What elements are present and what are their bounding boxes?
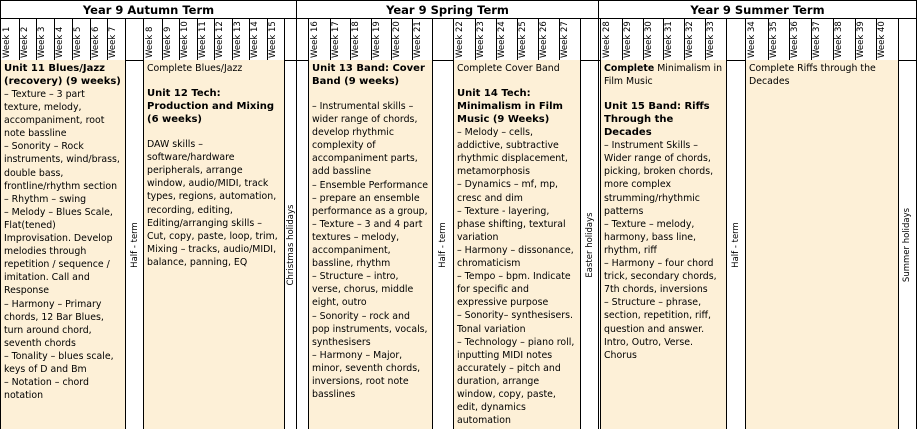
half-term-3-label: Half - term xyxy=(731,221,741,268)
week-header-cell xyxy=(1,19,19,60)
unit-11-line: – Harmony – Primary chords, 12 Bar Blues, turn around chord, seventh chords xyxy=(4,298,104,349)
week-label: Week 39 xyxy=(855,21,866,58)
week-separator xyxy=(768,19,769,60)
week-separator xyxy=(705,19,706,60)
week-header-cell xyxy=(162,19,180,60)
week-header-cell xyxy=(768,19,790,60)
christmas-holidays-label: Christmas holidays xyxy=(285,204,296,285)
week-separator xyxy=(811,19,812,60)
half-term-2-label: Half - term xyxy=(438,221,448,268)
week-separator xyxy=(197,19,198,60)
week-separator xyxy=(249,19,250,60)
week-header-cell xyxy=(54,19,72,60)
week-header-cell xyxy=(517,19,538,60)
week-header-cell xyxy=(267,19,285,60)
week-separator xyxy=(232,19,233,60)
column-edge xyxy=(453,19,454,429)
unit-14-line: – Sonority– synthesisers. Tonal variation xyxy=(457,310,574,335)
week-separator xyxy=(214,19,215,60)
week-label: Week 27 xyxy=(560,21,570,58)
week-label: Week 38 xyxy=(833,21,844,58)
week-header-cell xyxy=(72,19,90,60)
week-label: Week 21 xyxy=(412,21,423,58)
week-separator xyxy=(54,19,55,60)
half-term-1-label: Half - term xyxy=(129,221,140,268)
week-separator xyxy=(643,19,644,60)
week-header-cell xyxy=(391,19,412,60)
week-label: Week 20 xyxy=(392,21,402,58)
week-header-cell xyxy=(601,19,622,60)
unit-13-line: – Instrumental skills – wider range of chords, develop rhythmic complexity of accompaniment parts, add bassline xyxy=(312,101,418,178)
week-separator xyxy=(107,19,108,60)
week-header-cell xyxy=(811,19,833,60)
week-label: Week 26 xyxy=(539,21,549,58)
week-separator xyxy=(684,19,685,60)
grid-term-sep-1 xyxy=(296,0,297,429)
week-label: Week 11 xyxy=(197,21,208,58)
unit-12-line: DAW skills – software/hardware peripherals, arrange window, audio/MIDI, track types, regions, automation, recording, editing, Editing/arranging skills – Cut, copy, paste, loop, trim, Mixing – tracks, audio/MIDI, balance, panning, EQ xyxy=(147,139,278,268)
week-header-cell xyxy=(643,19,664,60)
week-separator xyxy=(72,19,73,60)
week-separator xyxy=(855,19,856,60)
week-label: Week 1 xyxy=(2,26,12,58)
unit-13-line: – Structure – intro, verse, chorus, middle eight, outro xyxy=(312,271,414,309)
unit-14-cell xyxy=(454,60,580,429)
week-label: Week 28 xyxy=(602,21,612,58)
week-separator xyxy=(789,19,790,60)
week-header-cell xyxy=(855,19,877,60)
week-separator xyxy=(517,19,518,60)
week-label: Week 9 xyxy=(162,26,173,58)
unit-14-heading: Unit 14 Tech: Minimalism in Film Music (9 Weeks) xyxy=(457,88,563,126)
week-separator xyxy=(179,19,180,60)
unit-15-intro-rest: Minimalism in Film Music xyxy=(604,63,723,88)
week-header-cell xyxy=(412,19,433,60)
week-label: Week 2 xyxy=(19,26,30,58)
christmas-holidays xyxy=(285,60,296,429)
week-header-cell xyxy=(90,19,108,60)
week-label: Week 18 xyxy=(351,21,361,58)
week-header-cell xyxy=(622,19,643,60)
week-label: Week 32 xyxy=(685,21,696,58)
week-label: Week 5 xyxy=(72,26,83,58)
week-header-cell xyxy=(371,19,392,60)
week-separator xyxy=(876,19,877,60)
week-label: Week 17 xyxy=(330,21,341,58)
unit-14-line: – Harmony – dissonance, chromaticism xyxy=(457,244,574,270)
week-label: Week 31 xyxy=(664,21,675,58)
half-term-1 xyxy=(126,60,143,429)
week-label: Week 6 xyxy=(90,26,101,58)
unit-11-line: – Melody – Blues Scale, Flat(tened) Improvisation. Develop melodies through repetition / sequence / imitation. Call and Response xyxy=(4,206,113,297)
easter-holidays-label: Easter holidays xyxy=(584,211,595,278)
week-separator xyxy=(538,19,539,60)
week-header-cell xyxy=(232,19,250,60)
unit-15-intro xyxy=(604,62,723,88)
week-header-cell xyxy=(559,19,580,60)
week-header-cell xyxy=(876,19,898,60)
week-header-cell xyxy=(705,19,726,60)
unit-13-line: – Harmony – Major, minor, seventh chords, inversions, root note basslines xyxy=(312,349,421,401)
week-separator xyxy=(412,19,413,60)
easter-holidays xyxy=(581,60,598,429)
week-separator xyxy=(371,19,372,60)
unit-11-line: – Rhythm – swing xyxy=(4,193,87,205)
week-separator xyxy=(496,19,497,60)
unit-15-line: – Structure – phrase, section, repetition, riff, question and answer. Intro, Outro, Verse. Chorus xyxy=(604,297,711,361)
week-header-cell xyxy=(538,19,559,60)
column-edge xyxy=(308,19,309,429)
unit-14-line: – Texture - layering, phase shifting, textural variation xyxy=(457,205,566,243)
week-label: Week 34 xyxy=(747,21,757,58)
term-header-spring: Year 9 Spring Term xyxy=(386,3,509,17)
column-edge xyxy=(726,19,727,429)
week-header-cell xyxy=(454,19,475,60)
column-edge xyxy=(0,19,1,429)
week-label: Week 24 xyxy=(497,21,507,58)
unit-13-line: – Sonority – rock and pop instruments, vocals, synthesisers xyxy=(312,310,428,348)
unit-12-intro: Complete Blues/Jazz xyxy=(147,63,243,74)
week-separator xyxy=(90,19,91,60)
unit-12-cell xyxy=(144,60,284,429)
week-header-cell xyxy=(144,19,162,60)
week-header-cell xyxy=(350,19,371,60)
column-edge xyxy=(580,19,581,429)
week-header-cell xyxy=(833,19,855,60)
week-header-cell xyxy=(684,19,705,60)
week-label: Week 15 xyxy=(267,21,278,58)
unit-14-line: – Melody – cells, addictive, subtractive rhythmic displacement, metamorphosis xyxy=(457,127,568,178)
riffs-cell xyxy=(746,60,898,429)
half-term-3 xyxy=(727,60,745,429)
unit-15-heading: Unit 15 Band: Riffs Through the Decades xyxy=(604,101,710,139)
week-label: Week 12 xyxy=(215,21,225,58)
column-edge xyxy=(745,19,746,429)
week-header-cell xyxy=(19,19,37,60)
week-label: Week 37 xyxy=(812,21,823,58)
column-edge xyxy=(143,19,144,429)
week-header-cell xyxy=(496,19,517,60)
week-separator xyxy=(559,19,560,60)
week-header-cell xyxy=(179,19,197,60)
week-label: Week 40 xyxy=(877,21,888,58)
week-header-cell xyxy=(663,19,684,60)
week-label: Week 14 xyxy=(250,21,260,58)
unit-15-cell xyxy=(601,60,726,429)
week-label: Week 3 xyxy=(37,26,48,58)
term-header-autumn: Year 9 Autumn Term xyxy=(82,3,215,17)
week-header-cell xyxy=(214,19,232,60)
week-separator xyxy=(833,19,834,60)
unit-11-line: – Notation – chord notation xyxy=(4,377,89,402)
week-separator xyxy=(330,19,331,60)
week-separator xyxy=(350,19,351,60)
week-header-cell xyxy=(36,19,54,60)
week-header-cell xyxy=(107,19,125,60)
week-separator xyxy=(663,19,664,60)
unit-15-intro-bold: Complete xyxy=(604,63,655,74)
week-separator xyxy=(267,19,268,60)
week-header-cell xyxy=(249,19,267,60)
unit-13-heading: Unit 13 Band: Cover Band (9 weeks) xyxy=(312,63,425,87)
half-term-2 xyxy=(433,60,453,429)
week-label: Week 36 xyxy=(790,21,801,58)
week-header-cell xyxy=(475,19,496,60)
column-edge xyxy=(898,19,899,429)
week-label: Week 29 xyxy=(622,21,633,58)
unit-14-intro: Complete Cover Band xyxy=(457,63,560,74)
week-label: Week 25 xyxy=(518,21,528,58)
week-header-cell xyxy=(197,19,215,60)
week-label: Week 35 xyxy=(768,21,779,58)
unit-13-cell xyxy=(309,60,432,429)
week-separator xyxy=(19,19,20,60)
unit-14-line: – Technology – piano roll, inputting MIDI notes accurately – pitch and duration, arrange window, copy, paste, edit, dynamics automation xyxy=(457,336,575,427)
week-separator xyxy=(162,19,163,60)
week-header-cell xyxy=(309,19,330,60)
week-header-cell xyxy=(789,19,811,60)
week-separator xyxy=(391,19,392,60)
unit-11-heading: Unit 11 Blues/Jazz (recovery) (9 weeks) xyxy=(4,63,121,87)
unit-11-line: – Tonality – blues scale, keys of D and Bm xyxy=(4,350,114,375)
unit-13-line: – Ensemble Performance – prepare an ensemble performance as a group, xyxy=(312,179,429,217)
unit-15-line: – Texture – melody, harmony, bass line, rhythm, riff xyxy=(604,218,697,256)
week-label: Week 13 xyxy=(232,21,243,58)
unit-11-cell xyxy=(1,60,125,429)
unit-15-line: – Instrument Skills – Wider range of chords, picking, broken chords, more complex strumming/rhythmic patterns xyxy=(604,140,714,217)
week-label: Week 23 xyxy=(476,21,486,58)
week-label: Week 16 xyxy=(310,21,320,58)
summer-holidays xyxy=(898,60,916,429)
unit-14-line: – Dynamics – mf, mp, cresc and dim xyxy=(457,179,559,204)
unit-15-line: – Harmony – four chord trick, secondary chords, 7th chords, inversions xyxy=(604,258,717,296)
week-separator xyxy=(622,19,623,60)
week-label: Week 8 xyxy=(145,26,155,58)
column-edge xyxy=(284,19,285,429)
unit-14-line: – Tempo – bpm. Indicate for specific and expressive purpose xyxy=(457,271,571,309)
week-label: Week 7 xyxy=(108,26,119,58)
week-header-cell xyxy=(746,19,768,60)
unit-11-line: – Texture – 3 part texture, melody, accompaniment, root note bassline xyxy=(4,89,105,140)
week-label: Week 10 xyxy=(180,21,190,58)
grid-term-sep-2 xyxy=(598,0,599,429)
week-label: Week 30 xyxy=(643,21,654,58)
week-label: Week 4 xyxy=(55,26,66,58)
column-edge xyxy=(432,19,433,429)
unit-12-heading: Unit 12 Tech: Production and Mixing (6 weeks) xyxy=(147,88,275,126)
unit-11-line: – Sonority – Rock instruments, wind/brass, double bass, frontline/rhythm section xyxy=(4,141,120,192)
week-header-cell xyxy=(330,19,351,60)
week-separator xyxy=(475,19,476,60)
week-label: Week 19 xyxy=(371,21,382,58)
riffs-intro: Complete Riffs through the Decades xyxy=(749,63,876,88)
week-separator xyxy=(36,19,37,60)
summer-holidays-label: Summer holidays xyxy=(902,207,912,282)
week-label: Week 22 xyxy=(455,21,465,58)
term-header-summer: Year 9 Summer Term xyxy=(690,3,825,17)
column-edge xyxy=(125,19,126,429)
unit-13-line: – Texture – 3 and 4 part textures – melody, accompaniment, bassline, rhythm xyxy=(312,218,423,270)
column-edge xyxy=(600,19,601,429)
week-label: Week 33 xyxy=(706,21,716,58)
